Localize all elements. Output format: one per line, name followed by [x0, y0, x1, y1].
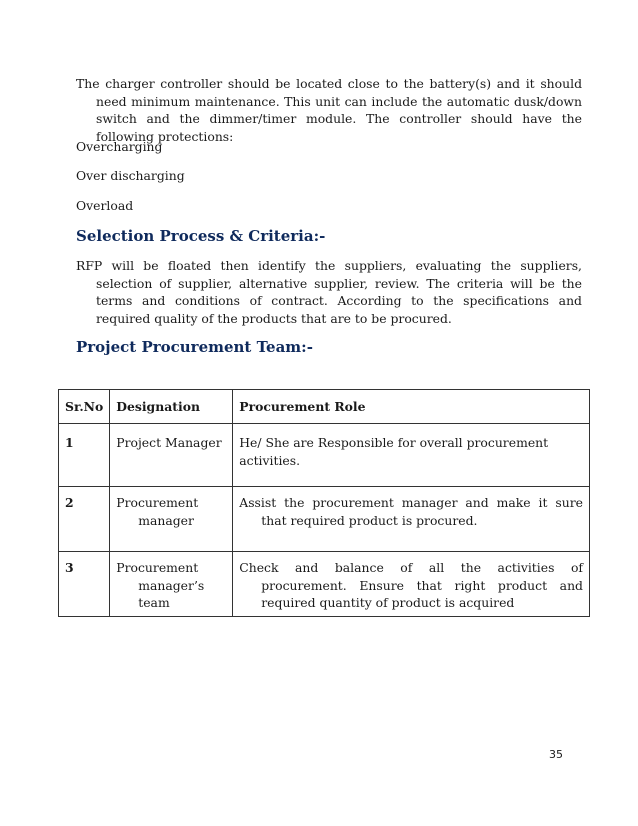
row-procurement-role [233, 552, 590, 617]
row-procurement-role [233, 487, 590, 552]
protection-over-discharging: Over discharging [76, 168, 185, 183]
team-heading: Project Procurement Team:- [76, 338, 313, 356]
table-row [59, 487, 590, 552]
row-sr-no: 1 [59, 424, 110, 487]
row-procurement-role: He/ She are Responsible for overall procurement activities. [233, 424, 590, 487]
designation-text: Procurement manager [116, 495, 199, 528]
row-sr-no: 3 [59, 552, 110, 617]
selection-paragraph: RFP will be floated then identify the suppliers, evaluating the suppliers, selection of supplier, alternative supplier, review. The criteria will be the terms and conditions of contract. According to the specifications and required quality of the products that are to be procured. [76, 258, 582, 326]
row-designation: Project Manager [110, 424, 233, 487]
row-designation [110, 487, 233, 552]
table-header-row [59, 390, 590, 424]
column-header-sr-no: Sr.No [59, 390, 110, 424]
column-header-procurement-role: Procurement Role [233, 390, 590, 424]
page-number: 35 [549, 748, 563, 761]
designation-text: Procurement manager’s team [116, 560, 205, 610]
table-row [59, 424, 590, 487]
procurement-team-table [58, 389, 590, 617]
intro-paragraph: The charger controller should be located close to the battery(s) and it should need minimum maintenance. This unit can include the automatic dusk/down switch and the dimmer/timer module. The controller should have the following protections: [76, 76, 582, 144]
role-text: Assist the procurement manager and make it sure that required product is procured. [239, 495, 583, 528]
protection-overload: Overload [76, 198, 134, 213]
protection-overcharging: Overcharging [76, 139, 163, 154]
table-row [59, 552, 590, 617]
row-designation [110, 552, 233, 617]
row-sr-no: 2 [59, 487, 110, 552]
column-header-designation: Designation [110, 390, 233, 424]
role-text: Check and balance of all the activities of procurement. Ensure that right product and required quantity of product is acquired [239, 560, 583, 610]
selection-heading: Selection Process & Criteria:- [76, 227, 326, 245]
